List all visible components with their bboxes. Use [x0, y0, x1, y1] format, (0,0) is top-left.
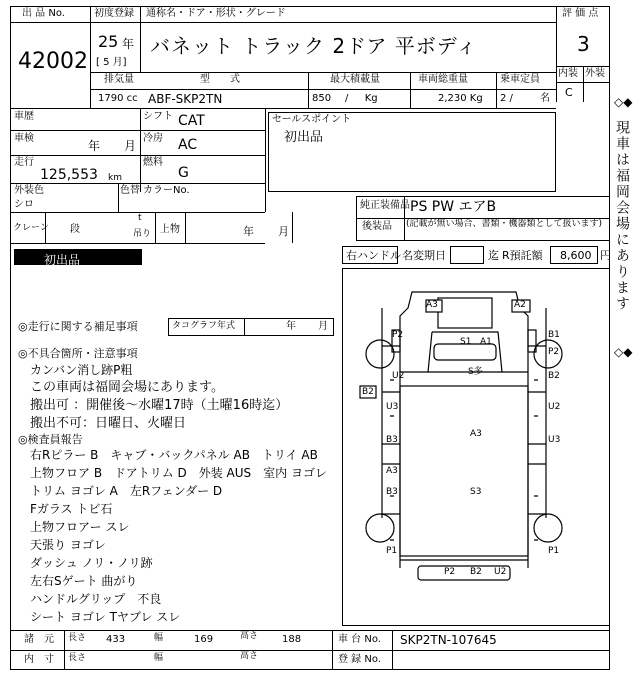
deadline-label: 迄: [488, 249, 499, 262]
reg-label: 登 録 No.: [338, 654, 381, 665]
height-label: 高さ: [240, 631, 259, 641]
r-unit: 円: [600, 249, 611, 262]
inspection-label: 車検: [14, 133, 34, 144]
damage-label: A3: [470, 429, 482, 439]
fuel-value: G: [178, 165, 189, 181]
crane-hang: 吊り: [133, 229, 152, 239]
r-label: R預託額: [502, 249, 543, 262]
dims-label: 諸 元: [24, 634, 54, 645]
sales-point-label: セールスポイント: [272, 114, 352, 125]
inspector-line: 天張り ヨゴレ: [30, 538, 106, 552]
inspection-month-unit: 月: [124, 139, 137, 153]
inspector-header: ◎検査員報告: [18, 433, 83, 446]
history-label: 車歴: [14, 111, 34, 122]
interior-label: 内装: [558, 68, 578, 79]
defect-line: 搬出不可：日曜日、火曜日: [30, 416, 187, 431]
lot-number: 42002: [18, 49, 88, 74]
damage-label: U2: [392, 371, 405, 381]
interior-length-label: 長さ: [68, 653, 87, 663]
damage-label: P1: [548, 546, 560, 556]
location-note: 現車は福岡会場にあります: [614, 120, 630, 312]
ac-label: 冷房: [143, 133, 163, 144]
damage-label: S3: [470, 487, 482, 497]
grade-label: 評 価 点: [562, 8, 599, 19]
crane-ton: t: [138, 213, 142, 223]
inspector-line: 上物フロア B ドアトリム D 外装 AUS 室内 ヨゴレ: [30, 466, 327, 480]
max-load-unit: / Kg: [345, 93, 378, 104]
inspector-line: Fガラス トビ石: [30, 502, 113, 516]
first-listing-badge: 初出品: [14, 249, 142, 265]
length-value: 433: [106, 634, 126, 645]
interior-dims-label: 内 寸: [24, 654, 54, 665]
name-change-box: [450, 246, 484, 264]
inspector-line: 左右Sゲート 曲がり: [30, 574, 138, 588]
damage-label: U3: [386, 402, 399, 412]
damage-label: A1: [480, 337, 492, 347]
capacity-unit: 名: [540, 93, 550, 104]
defect-line: カンバン消し跡P粗: [30, 363, 133, 377]
inspector-line: ハンドルグリップ 不良: [30, 592, 162, 606]
max-load-value: 850: [312, 93, 332, 104]
crane-label: クレーン: [13, 223, 49, 233]
damage-label: U2: [548, 402, 561, 412]
interior-height-label: 高さ: [240, 651, 259, 661]
interior-value: C: [565, 86, 573, 99]
name-change-label: 名変期日: [402, 249, 446, 262]
grade-value: 3: [577, 32, 590, 56]
crane-dan: 段: [70, 224, 80, 235]
type-value: ABF-SKP2TN: [148, 92, 223, 106]
mileage-value: 125,553: [40, 167, 98, 183]
inspector-line: 右Rピラー B キャブ・バックパネル AB トリイ AB: [30, 448, 318, 462]
loading-label: 上物: [160, 224, 180, 235]
damage-label: U2: [494, 567, 507, 577]
defect-line: この車両は福岡会場にあります。: [30, 380, 224, 395]
mileage-label: 走行: [14, 157, 34, 168]
first-reg-year: 25: [98, 32, 119, 51]
fuel-label: 燃料: [143, 157, 163, 168]
loading-year: 年: [243, 225, 254, 238]
damage-label: B3: [386, 487, 398, 497]
displacement-label: 排気量: [104, 74, 134, 85]
side-mark-bottom: ◇◆: [614, 345, 633, 359]
mileage-unit: km: [108, 173, 122, 183]
length-label: 長さ: [68, 633, 87, 643]
equipment-label: 純正装備品: [360, 200, 410, 211]
inspector-line: シート ヨゴレ Tヤブレ スレ: [30, 610, 181, 624]
inspector-line: 上物フロアー スレ: [30, 520, 130, 534]
damage-label: B2: [548, 371, 560, 381]
width-value: 169: [194, 634, 214, 645]
lot-label: 出 品 No.: [22, 8, 65, 19]
inspection-year-unit: 年: [88, 139, 101, 153]
exterior-label: 外装: [585, 68, 605, 79]
damage-box-label: A2: [514, 300, 526, 310]
equipment-value: PS PW エアB: [410, 199, 497, 215]
sales-point-text: 初出品: [284, 130, 324, 145]
capacity-value: 2 /: [500, 93, 513, 104]
first-reg-label: 初度登録: [94, 8, 134, 19]
tacho-month: 月: [318, 321, 328, 332]
shift-value: CAT: [178, 113, 205, 129]
damage-label: U3: [548, 435, 561, 445]
damage-label: P2: [444, 567, 456, 577]
defect-line: 搬出可 ：開催後～水曜17時（土曜16時迄）: [30, 398, 289, 413]
displacement-value: 1790 cc: [98, 93, 138, 104]
shift-label: シフト: [143, 111, 173, 122]
damage-label: P2: [548, 347, 560, 357]
width-label: 幅: [154, 633, 164, 643]
defect-header: ◎不具合箇所・注意事項: [18, 347, 138, 360]
first-reg-month: [ 5 月]: [96, 57, 127, 68]
aftermarket-label: 後装品: [362, 221, 392, 232]
color-change-label: 色替: [120, 185, 140, 196]
max-load-label: 最大積載量: [330, 74, 380, 85]
gross-weight-value: 2,230 Kg: [438, 93, 483, 104]
aftermarket-note: (記載が無い場合、書類・機器類として扱います): [406, 219, 603, 229]
damage-label: P1: [386, 546, 398, 556]
chassis-label: 車 台 No.: [338, 634, 381, 645]
running-remarks-label: ◎走行に関する補足事項: [18, 320, 138, 333]
damage-box-label: A3: [426, 300, 438, 310]
ext-color-value: シロ: [14, 199, 34, 210]
side-mark-top: ◇◆: [614, 95, 633, 109]
damage-label: S1: [460, 337, 472, 347]
damage-label: S多: [468, 367, 483, 377]
damage-label: B1: [548, 330, 560, 340]
model-header-label: 通称名・ドア・形状・グレード: [146, 8, 286, 19]
inspector-line: ダッシュ ノリ・ノリ跡: [30, 556, 153, 570]
interior-width-label: 幅: [154, 653, 164, 663]
first-reg-year-unit: 年: [122, 37, 135, 51]
capacity-label: 乗車定員: [500, 74, 540, 85]
tacho-year: 年: [286, 321, 296, 332]
steering-value: 右ハンドル: [346, 249, 401, 262]
damage-label: B2: [470, 567, 482, 577]
ac-value: AC: [178, 137, 198, 153]
model-name: バネット トラック 2ドア 平ボディ: [150, 34, 478, 58]
ext-color-label: 外装色: [14, 185, 44, 196]
damage-label: B3: [386, 435, 398, 445]
damage-box-label: B2: [362, 387, 374, 397]
type-label: 型 式: [200, 74, 240, 85]
tacho-label: タコグラフ年式: [172, 321, 236, 331]
damage-label: P2: [392, 330, 404, 340]
damage-label: A3: [386, 466, 398, 476]
loading-month: 月: [278, 225, 289, 238]
height-value: 188: [282, 634, 302, 645]
r-value: 8,600: [560, 249, 592, 262]
chassis-value: SKP2TN-107645: [400, 633, 497, 647]
gross-weight-label: 車両総重量: [418, 74, 468, 85]
color-number-label: カラーNo.: [143, 185, 190, 196]
inspector-line: トリム ヨゴレ A 左Rフェンダー D: [30, 484, 223, 498]
